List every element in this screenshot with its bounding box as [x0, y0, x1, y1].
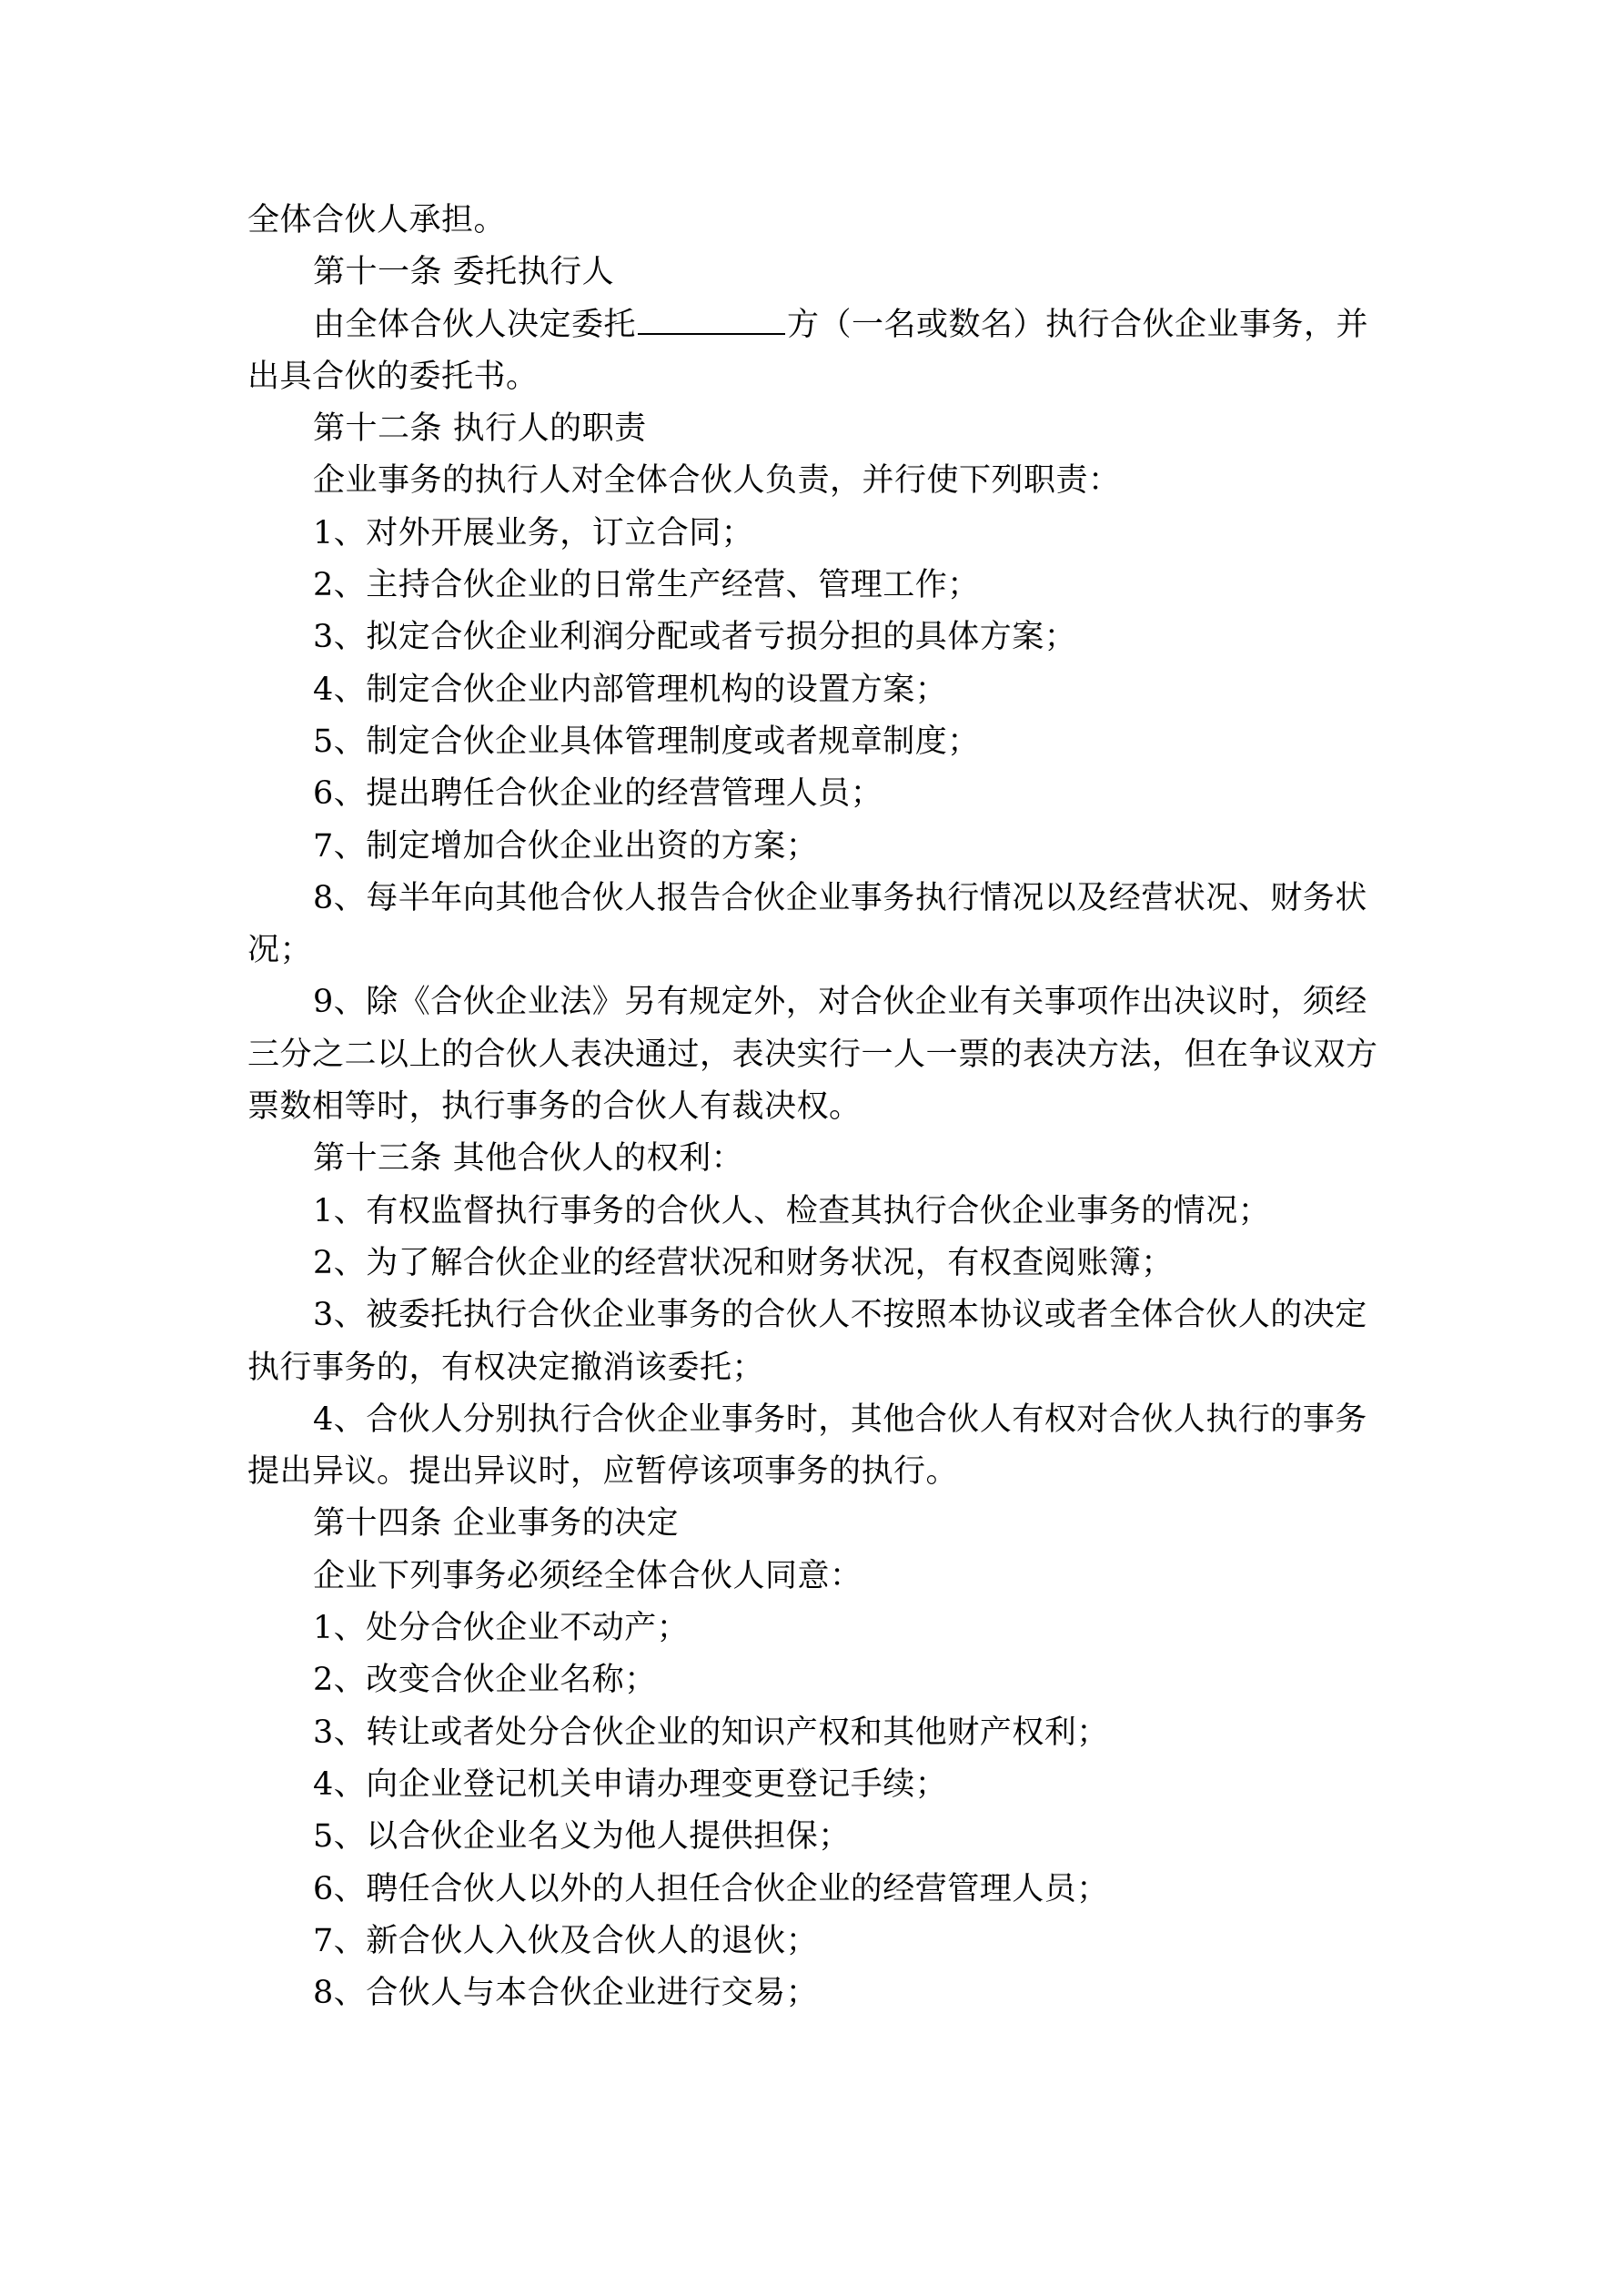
- text-line: 企业事务的执行人对全体合伙人负责，并行使下列职责：: [313, 462, 1121, 500]
- article-heading: 第十四条 企业事务的决定: [313, 1505, 680, 1542]
- list-item: 6、提出聘任合伙企业的经营管理人员；: [313, 775, 883, 813]
- list-item: 2、改变合伙企业名称；: [313, 1662, 657, 1699]
- text-line: 三分之二以上的合伙人表决通过，表决实行一人一票的表决方法，但在争议双方: [247, 1036, 1378, 1073]
- text-segment: 由全体合伙人决定委托: [313, 306, 637, 343]
- article-heading: 第十二条 执行人的职责: [313, 410, 647, 448]
- list-item: 2、主持合伙企业的日常生产经营、管理工作；: [313, 567, 980, 604]
- text-segment: 方（一名或数名）执行合伙企业事务，并: [787, 306, 1369, 343]
- list-item: 2、为了解合伙企业的经营状况和财务状况，有权查阅账簿；: [313, 1244, 1174, 1281]
- fill-in-blank: [638, 306, 785, 335]
- list-item: 8、合伙人与本合伙企业进行交易；: [313, 1975, 819, 2012]
- list-item: 4、制定合伙企业内部管理机构的设置方案；: [313, 671, 948, 708]
- list-item: 3、拟定合伙企业利润分配或者亏损分担的具体方案；: [313, 619, 1077, 656]
- text-line: 况；: [247, 932, 313, 969]
- document-page: [247, 195, 1394, 2019]
- list-item: 7、制定增加合伙企业出资的方案；: [313, 827, 819, 865]
- list-item: 4、向企业登记机关申请办理变更登记手续；: [313, 1765, 948, 1803]
- list-item: 1、对外开展业务，订立合同；: [313, 514, 754, 551]
- list-item: 4、合伙人分别执行合伙企业事务时，其他合伙人有权对合伙人执行的事务: [313, 1401, 1367, 1438]
- list-item: 8、每半年向其他合伙人报告合伙企业事务执行情况以及经营状况、财务状: [313, 879, 1367, 916]
- list-item: 6、聘任合伙人以外的人担任合伙企业的经营管理人员；: [313, 1870, 1109, 1907]
- article-heading: 第十一条 委托执行人: [313, 254, 615, 291]
- list-item: 1、处分合伙企业不动产；: [313, 1610, 690, 1647]
- text-line-with-blank: [247, 299, 1394, 351]
- text-line: 提出异议。提出异议时，应暂停该项事务的执行。: [247, 1453, 959, 1491]
- text-line: 票数相等时，执行事务的合伙人有裁决权。: [247, 1088, 862, 1126]
- text-line: 企业下列事务必须经全体合伙人同意：: [313, 1557, 862, 1594]
- list-item: 7、新合伙人入伙及合伙人的退伙；: [313, 1922, 819, 1959]
- list-item: 9、除《合伙企业法》另有规定外，对合伙企业有关事项作出决议时，须经: [313, 984, 1367, 1021]
- text-line: 全体合伙人承担。: [247, 202, 507, 238]
- list-item: 1、有权监督执行事务的合伙人、检查其执行合伙企业事务的情况；: [313, 1192, 1271, 1229]
- list-item: 5、以合伙企业名义为他人提供担保；: [313, 1818, 851, 1856]
- text-line: 执行事务的，有权决定撤消该委托；: [247, 1349, 765, 1386]
- list-item: 5、制定合伙企业具体管理制度或者规章制度；: [313, 723, 980, 760]
- text-line: 出具合伙的委托书。: [247, 358, 539, 395]
- list-item: 3、被委托执行合伙企业事务的合伙人不按照本协议或者全体合伙人的决定: [313, 1297, 1367, 1334]
- article-heading: 第十三条 其他合伙人的权利：: [313, 1140, 744, 1178]
- list-item: 3、转让或者处分合伙企业的知识产权和其他财产权利；: [313, 1714, 1109, 1751]
